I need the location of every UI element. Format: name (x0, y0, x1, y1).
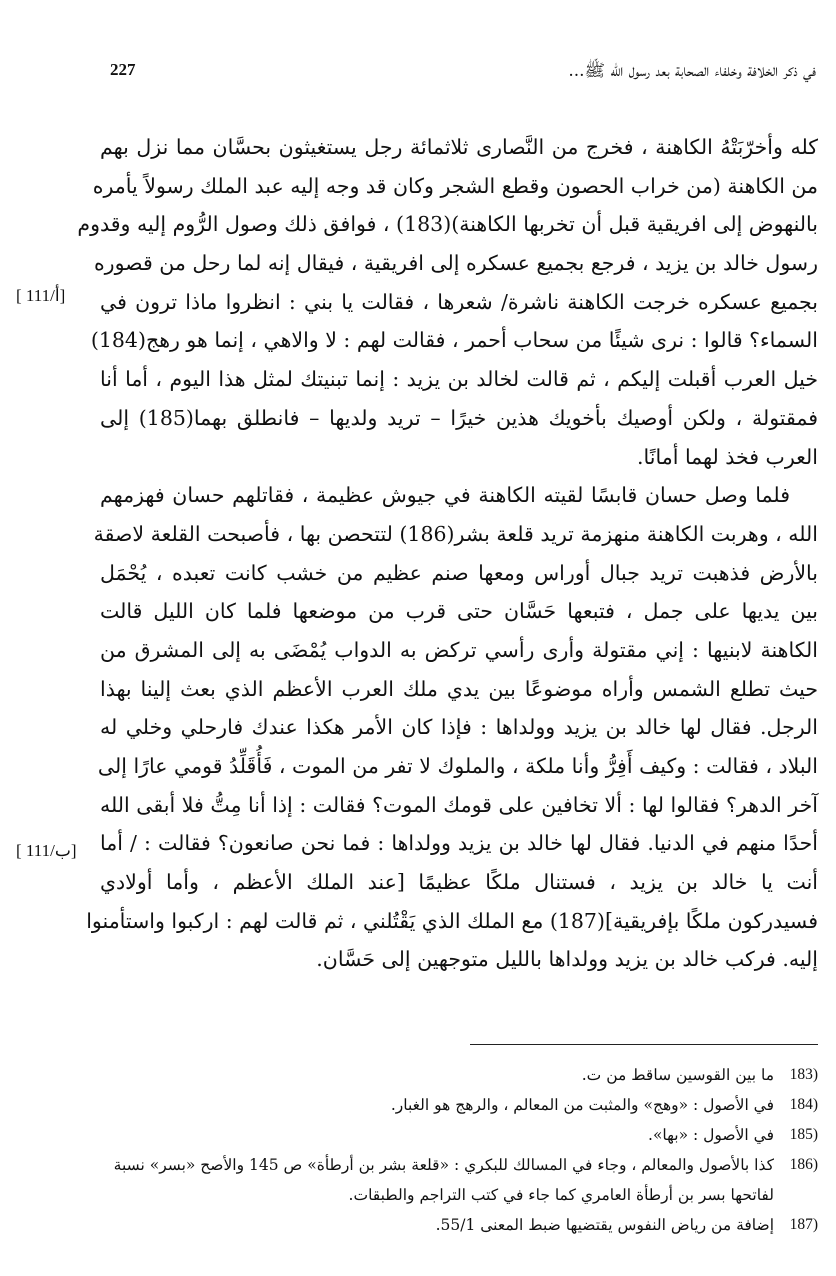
margin-folio-ref: [ 111/أ] (16, 286, 66, 305)
text-line: فلما وصل حسان قابسًا لقيته الكاهنة في جيوش عظيمة ، فقاتلهم حسان فهزمهم (100, 483, 790, 508)
page-number: 227 (110, 60, 136, 79)
text-line: بالنهوض إلى افريقية قبل أن تخربها الكاهنة)(183) ، فوافق ذلك وصول الرُّوم إليه وقدوم (77, 212, 818, 237)
text-line: بين يديها على جمل ، فتبعها حَسَّان حتى قرب من موضعها فلما كان الليل قالت (100, 599, 818, 624)
text-line: حيث تطلع الشمس وأراه موضوعًا بين يدي ملك العرب الأعظم الذي بعث إلينا بهذا (100, 676, 818, 701)
text-line: فمقتولة ، ولكن أوصيك بأخويك هذين خيرًا – تريد ولديها – فانطلق بهما(185) إلى (100, 405, 818, 430)
text-line: بجميع عسكره خرجت الكاهنة ناشرة/ شعرها ، فقالت يا بني : انظروا ماذا ترون في (100, 289, 818, 314)
text-line: كله وأخرّبَتْهُ الكاهنة ، فخرج من النَّصارى ثلاثمائة رجل يستغيثون بحسَّان مما نزل بهم (100, 135, 818, 159)
text-line: أنت يا خالد بن يزيد ، فستنال ملكًا عظيمًا [عند الملك الأعظم ، وأما أولادي (100, 870, 818, 895)
footnote-184 (100, 1090, 818, 1120)
text-line: إليه. فركب خالد بن يزيد وولداها بالليل متوجهين إلى حَسَّان. (316, 947, 818, 972)
running-title: في ذكر الخلافة وخلفاء الصحابة بعد رسول الله ﷺ... (568, 61, 816, 81)
text-line: السماء؟ قالوا : نرى شيئًا من سحاب أحمر ، فقالت لهم : لا والاهي ، إنما هو رهج(184) (90, 328, 818, 353)
footnote-185 (100, 1120, 818, 1150)
text-line: الكاهنة لابنيها : إني مقتولة وأرى رأسي تركض به الدواب يُمْضَى به إلى المشرق من (100, 637, 818, 662)
footnote-187 (100, 1210, 818, 1240)
footnote-number: (184 (789, 1096, 818, 1113)
text-line: العرب فخذ لهما أمانًا. (637, 444, 818, 469)
text-line: فسيدركون ملكًا بإفريقية](187) مع الملك الذي يَقْتُلني ، ثم قالت لهم : اركبوا واستأمنوا (86, 908, 818, 933)
text-line: أحدًا منهم في الدنيا. فقال لها خالد بن يزيد وولداها : فما نحن صانعون؟ فقالت : / أما (100, 831, 818, 856)
footnote-divider (470, 1044, 818, 1045)
footnote-text: في الأصول : «وهج» والمثبت من المعالم ، والرهج هو الغبار. (390, 1096, 774, 1114)
footnotes (100, 1060, 818, 1240)
text-line: رسول خالد بن يزيد ، فرجع بجميع عسكره إلى افريقية ، فيقال إنه لما رحل من قصوره (93, 251, 818, 276)
footnote-text: ما بين القوسين ساقط من ت. (581, 1066, 774, 1084)
footnote-number: (185 (789, 1126, 818, 1143)
paragraph-1 (77, 128, 818, 476)
footnote-183 (100, 1060, 818, 1090)
text-line: آخر الدهر؟ فقالوا لها : ألا تخافين على قومك الموت؟ فقالت : إذا أنا مِتُّ فلا أبقى الله (100, 792, 818, 817)
footnote-text: إضافة من رياض النفوس يقتضيها ضبط المعنى 55/1. (435, 1216, 774, 1234)
footnote-186 (100, 1150, 818, 1210)
footnote-text: في الأصول : «بها». (648, 1126, 774, 1144)
text-line: بالأرض فذهبت تريد جبال أوراس ومعها صنم عظيم من خشب كانت تعبده ، يُحْمَل (100, 560, 818, 585)
paragraph-2 (86, 476, 818, 979)
footnote-number: (187 (789, 1216, 818, 1233)
footnote-number: (183 (789, 1066, 818, 1083)
text-line: الله ، وهربت الكاهنة منهزمة تريد قلعة بشر(186) لتتحصن بها ، فأصبحت القلعة لاصقة (93, 521, 818, 546)
text-line: من الكاهنة (من خراب الحصون وقطع الشجر وكان قد وجه إليه عبد الملك رسولاً يأمره (92, 173, 818, 198)
footnote-text: لفاتحها بسر بن أرطأة العامري كما جاء في كتب التراجم والطبقات. (348, 1186, 774, 1204)
footnote-text: كذا بالأصول والمعالم ، وجاء في المسالك للبكري : «قلعة بشر بن أرطأة» ص 145 والأصح «بسر» نسبة (113, 1156, 774, 1174)
footnote-number: (186 (789, 1156, 818, 1173)
main-text (77, 128, 818, 979)
text-line: خيل العرب أقبلت إليكم ، ثم قالت لخالد بن يزيد : إنما تبنيتك لمثل هذا اليوم ، أما أنا (100, 367, 818, 392)
margin-folio-ref: [ 111/ب] (16, 841, 77, 860)
text-line: الرجل. فقال لها خالد بن يزيد وولداها : فإذا كان الأمر هكذا عندك فارحلي وخلي له (100, 715, 818, 740)
text-line: البلاد ، فقالت : وكيف أَفِرُّ وأنا ملكة ، والملوك لا تفر من الموت ، فَأُقَلِّدُ قومي عارًا إلى (97, 754, 818, 778)
